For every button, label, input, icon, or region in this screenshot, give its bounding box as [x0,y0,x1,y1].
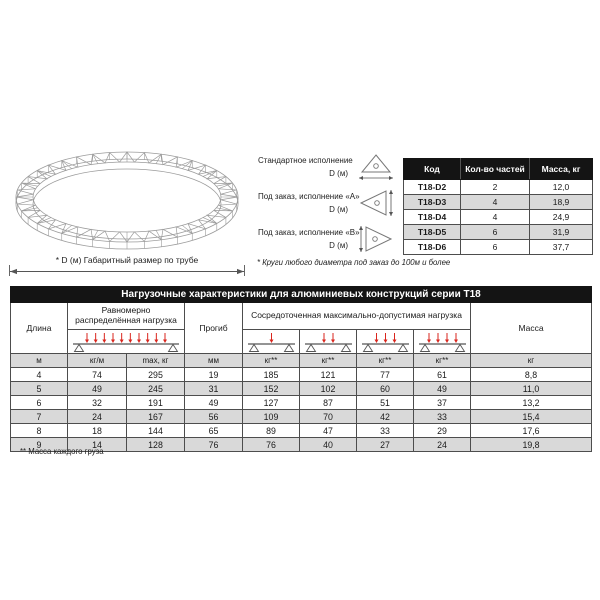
load-value-cell: 6 [11,396,68,410]
load-value-cell: 76 [185,438,243,452]
orientation-options [258,149,396,257]
load-value-cell: 167 [127,410,185,424]
load-value-cell: 144 [127,424,185,438]
col-length: Длина [11,303,68,354]
any-diameter-footnote: * Круги любого диаметра под заказ до 100м и более [257,258,451,267]
parts-value-cell: 6 [461,240,530,255]
load-characteristics-table [10,286,592,452]
load-value-cell: 47 [300,424,357,438]
load-table-title: Нагрузочные характеристики для алюминиевых конструкций серии Т18 [11,287,592,303]
units-row [11,354,592,368]
load-value-cell: 32 [68,396,127,410]
col-concentrated-load: Сосредоточенная максимально-допустимая нагрузка [243,303,471,330]
load-value-cell: 70 [300,410,357,424]
load-table-row [11,368,592,382]
load-value-cell: 42 [357,410,414,424]
parts-table-row [404,195,593,210]
load-value-cell: 13,2 [471,396,592,410]
load-value-cell: 185 [243,368,300,382]
parts-value-cell: 4 [461,195,530,210]
option-label: Под заказ, исполнение «А» [258,192,360,201]
load-value-cell: 89 [243,424,300,438]
load-value-cell: 11,0 [471,382,592,396]
load-value-cell: 29 [414,424,471,438]
load-table-row [11,424,592,438]
unit-cell: м [11,354,68,368]
load-value-cell: 245 [127,382,185,396]
load-value-cell: 24 [414,438,471,452]
option-dim-label: D (м) [329,241,348,250]
option-label: Под заказ, исполнение «В» [258,228,360,237]
load-value-cell: 33 [414,410,471,424]
load-value-cell: 49 [185,396,243,410]
load-value-cell: 5 [11,382,68,396]
unit-cell: max, кг [127,354,185,368]
load-value-cell: 4 [11,368,68,382]
parts-table-row [404,180,593,195]
parts-value-cell: 12,0 [530,180,593,195]
option-custom-a [258,185,396,221]
parts-code-cell: T18-D4 [404,210,461,225]
load-value-cell: 19,8 [471,438,592,452]
concentrated-load-diagram-1 [243,330,300,354]
load-value-cell: 8 [11,424,68,438]
load-value-cell: 74 [68,368,127,382]
col-mass: Масса [471,303,592,354]
load-value-cell: 127 [243,396,300,410]
col-deflection: Прогиб [185,303,243,354]
concentrated-load-diagram-3 [357,330,414,354]
parts-col-count: Кол-во частей [461,159,530,180]
option-dim-label: D (м) [329,169,348,178]
parts-table-body [404,180,593,255]
col-uniform-load: Равномерно распределённая нагрузка [68,303,185,330]
unit-cell: кг [471,354,592,368]
uniform-load-diagram [68,330,185,354]
load-value-cell: 51 [357,396,414,410]
load-value-cell: 7 [11,410,68,424]
parts-value-cell: 2 [461,180,530,195]
load-value-cell: 14 [68,438,127,452]
unit-cell: кг** [357,354,414,368]
load-value-cell: 49 [68,382,127,396]
load-value-cell: 76 [243,438,300,452]
load-value-cell: 77 [357,368,414,382]
mass-per-load-footnote: ** Масса каждого груза [20,447,104,456]
load-value-cell: 40 [300,438,357,452]
load-value-cell: 121 [300,368,357,382]
unit-cell: кг** [300,354,357,368]
load-value-cell: 33 [357,424,414,438]
parts-table-row [404,240,593,255]
load-value-cell: 9 [11,438,68,452]
option-dim-label: D (м) [329,205,348,214]
parts-value-cell: 4 [461,210,530,225]
load-value-cell: 102 [300,382,357,396]
load-value-cell: 60 [357,382,414,396]
load-value-cell: 15,4 [471,410,592,424]
concentrated-load-diagram-4 [414,330,471,354]
load-value-cell: 128 [127,438,185,452]
parts-value-cell: 31,9 [530,225,593,240]
unit-cell: кг/м [68,354,127,368]
load-value-cell: 31 [185,382,243,396]
load-table-row [11,396,592,410]
load-value-cell: 19 [185,368,243,382]
parts-value-cell: 37,7 [530,240,593,255]
truss-diameter-caption: * D (м) Габаритный размер по трубе [55,255,199,265]
load-table-row [11,410,592,424]
triangle-up-cross-section-icon [356,151,396,183]
load-table-body [11,368,592,452]
load-value-cell: 27 [357,438,414,452]
parts-code-cell: T18-D6 [404,240,461,255]
unit-cell: кг** [414,354,471,368]
concentrated-load-diagram-2 [300,330,357,354]
load-value-cell: 152 [243,382,300,396]
parts-value-cell: 24,9 [530,210,593,225]
parts-code-cell: T18-D5 [404,225,461,240]
triangle-right-cross-section-icon [356,223,396,255]
option-label: Стандартное исполнение [258,156,353,165]
parts-value-cell: 18,9 [530,195,593,210]
unit-cell: кг** [243,354,300,368]
load-value-cell: 295 [127,368,185,382]
parts-table-row [404,225,593,240]
parts-col-code: Код [404,159,461,180]
load-value-cell: 65 [185,424,243,438]
parts-value-cell: 6 [461,225,530,240]
triangle-left-cross-section-icon [356,187,396,219]
load-value-cell: 8,8 [471,368,592,382]
load-table-header-row [11,303,592,330]
load-value-cell: 18 [68,424,127,438]
unit-cell: мм [185,354,243,368]
load-table-title-row [11,287,592,303]
parts-table-row [404,210,593,225]
parts-code-cell: T18-D3 [404,195,461,210]
option-standard [258,149,396,185]
load-value-cell: 109 [243,410,300,424]
diameter-dimension-line [8,264,246,276]
option-custom-b [258,221,396,257]
load-value-cell: 61 [414,368,471,382]
load-value-cell: 87 [300,396,357,410]
load-value-cell: 37 [414,396,471,410]
load-value-cell: 49 [414,382,471,396]
parts-table [403,158,593,255]
load-value-cell: 56 [185,410,243,424]
parts-table-header-row [404,159,593,180]
load-value-cell: 24 [68,410,127,424]
load-table-row [11,382,592,396]
truss-ring-drawing [8,145,246,255]
load-value-cell: 191 [127,396,185,410]
load-value-cell: 17,6 [471,424,592,438]
parts-code-cell: T18-D2 [404,180,461,195]
parts-col-mass: Масса, кг [530,159,593,180]
